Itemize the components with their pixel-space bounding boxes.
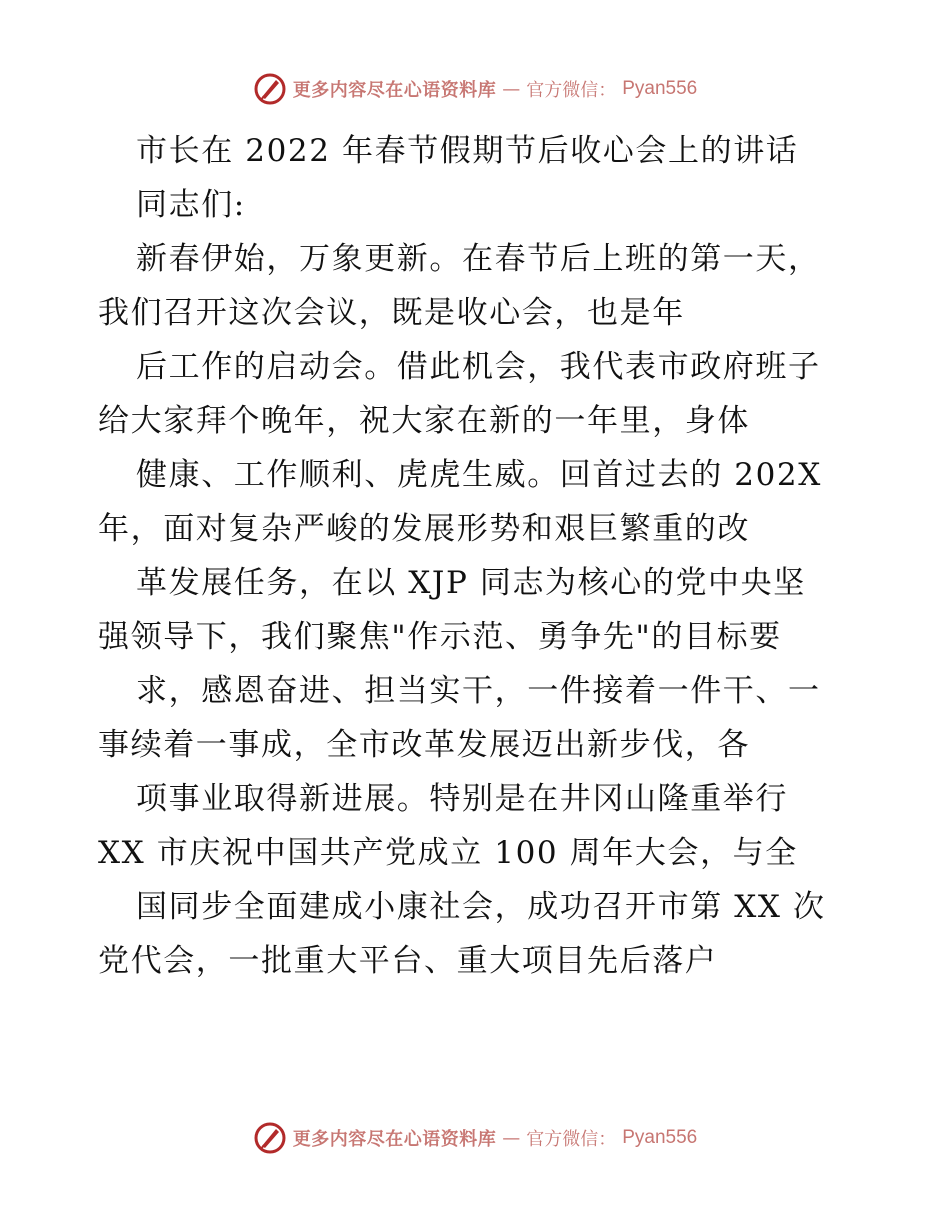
paragraph-line: 国同步全面建成小康社会，成功召开市第 XX 次 — [136, 889, 826, 925]
footer-banner-separator: — — [502, 1127, 521, 1149]
quill-logo-icon — [253, 72, 287, 106]
paragraph-line: XX 市庆祝中国共产党成立 100 周年大会，与全 — [98, 835, 798, 871]
paragraph-line: 健康、工作顺利、虎虎生威。回首过去的 202X — [136, 457, 822, 493]
paragraph-line: 后工作的启动会。借此机会，我代表市政府班子 — [136, 349, 821, 385]
footer-wechat-id: Pyan556 — [622, 1127, 698, 1148]
header-banner — [0, 72, 950, 106]
document-title: 市长在 2022 年春节假期节后收心会上的讲话 — [136, 133, 799, 169]
document-body — [98, 124, 858, 988]
footer-banner-text: 更多内容尽在心语资料库 — [292, 1129, 497, 1150]
paragraph-line: 年，面对复杂严峻的发展形势和艰巨繁重的改 — [98, 511, 750, 547]
quill-logo-icon — [253, 1121, 287, 1155]
footer-banner — [0, 1121, 950, 1155]
header-banner-separator: — — [502, 78, 521, 100]
header-banner-text: 更多内容尽在心语资料库 — [292, 80, 497, 101]
paragraph-line: 事续着一事成，全市改革发展迈出新步伐，各 — [98, 727, 750, 763]
paragraph-line: 强领导下，我们聚焦"作示范、勇争先"的目标要 — [98, 619, 782, 655]
paragraph-line: 我们召开这次会议，既是收心会，也是年 — [98, 295, 685, 331]
paragraph-line: 求，感恩奋进、担当实干，一件接着一件干、一 — [136, 673, 821, 709]
paragraph-line: 项事业取得新进展。特别是在井冈山隆重举行 — [136, 781, 788, 817]
footer-wechat-label: 官方微信： — [526, 1129, 617, 1150]
paragraph-line: 革发展任务，在以 XJP 同志为核心的党中央坚 — [136, 565, 806, 601]
header-wechat-id: Pyan556 — [622, 78, 698, 99]
paragraph-line: 新春伊始，万象更新。在春节后上班的第一天， — [136, 241, 821, 277]
paragraph-line: 党代会，一批重大平台、重大项目先后落户 — [98, 943, 718, 979]
header-wechat-label: 官方微信： — [526, 80, 617, 101]
salutation: 同志们: — [136, 187, 246, 223]
paragraph-line: 给大家拜个晚年，祝大家在新的一年里，身体 — [98, 403, 750, 439]
